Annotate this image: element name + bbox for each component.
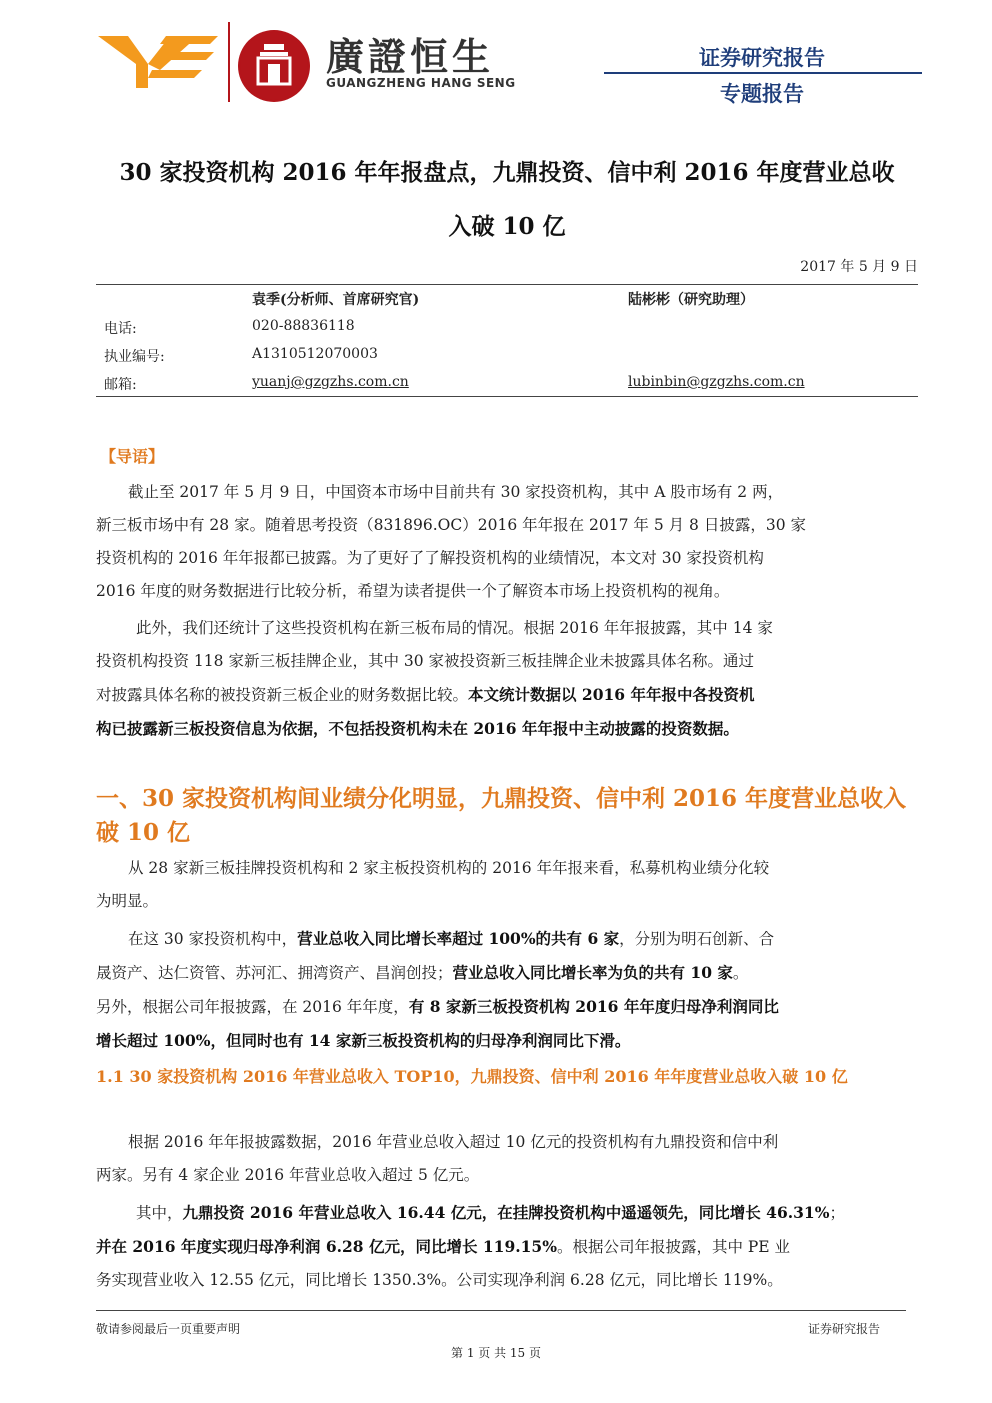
- intro-p2-line-4: 构已披露新三板投资信息为依据，不包括投资机构未在 2016 年年报中主动披露的投资数据。: [96, 719, 739, 738]
- s1-p2-line-1-tail: ，分别为明石创新、合: [619, 930, 775, 948]
- footer-disclaimer: 敬请参阅最后一页重要声明: [96, 1322, 241, 1336]
- s1-p2-line-2-text: 晟资产、达仁资管、苏河汇、拥湾资产、昌润创投；: [96, 964, 453, 982]
- analyst-table-top-rule: [96, 284, 918, 285]
- s1-p2-line-3-bold: 有 8 家新三板投资机构 2016 年年度归母净利润同比: [408, 997, 779, 1016]
- analyst-name-1: 袁季(分析师、首席研究官): [252, 292, 420, 308]
- intro-p1-line-1: 截止至 2017 年 5 月 9 日，中国资本市场中目前共有 30 家投资机构，其中 A 股市场有 2 两，: [128, 483, 784, 501]
- license-label: 执业编号:: [104, 349, 165, 365]
- section-1-1-heading: 1.1 30 家投资机构 2016 年营业总收入 TOP10，九鼎投资、信中利 2016 年年度营业总收入破 10 亿: [96, 1067, 848, 1086]
- intro-p2-line-3-bold: 本文统计数据以 2016 年年报中各投资机: [468, 685, 755, 704]
- section-1-1-paragraph-2: [96, 1196, 926, 1297]
- footer-rule: [96, 1310, 906, 1311]
- report-subtype: 专题报告: [720, 82, 804, 106]
- s1-p2-line-2-tail: 。: [732, 964, 749, 982]
- report-type: 证券研究报告: [699, 46, 825, 70]
- intro-p2-line-3: [96, 678, 926, 712]
- footer-report-label: 证券研究报告: [808, 1322, 881, 1336]
- intro-p2-line-2: 投资机构投资 118 家新三板挂牌企业，其中 30 家被投资新三板挂牌企业未披露具体名称。通过: [96, 652, 755, 670]
- s1-p2-line-1-text: 在这 30 家投资机构中，: [128, 930, 298, 948]
- intro-p2-line-1: 此外，我们还统计了这些投资机构在新三板布局的情况。根据 2016 年年报披露，其中 14 家: [136, 619, 773, 637]
- analyst-table-bottom-rule: [96, 396, 918, 397]
- title-line-1: 30 家投资机构 2016 年年报盘点，九鼎投资、信中利 2016 年度营业总收: [119, 159, 895, 186]
- license-value: A1310512070003: [252, 346, 378, 362]
- header-rule: [604, 72, 922, 74]
- phone-value: 020-88836118: [252, 318, 355, 334]
- email-label: 邮箱:: [104, 377, 137, 393]
- intro-paragraph-2: [96, 612, 926, 745]
- s1-p2-line-1-bold: 营业总收入同比增长率超过 100%的共有 6 家: [297, 929, 620, 948]
- email-link-1[interactable]: yuanj@gzgzhs.com.cn: [252, 374, 409, 390]
- s11-p2-line-3: 务实现营业收入 12.55 亿元，同比增长 1350.3%。公司实现净利润 6.28 亿元，同比增长 119%。: [96, 1271, 783, 1289]
- s11-p2-line-1-bold: 九鼎投资 2016 年营业总收入 16.44 亿元，在挂牌投资机构中遥遥领先，同比增长 46.31%: [182, 1203, 830, 1222]
- intro-p2-line-3-text: 对披露具体名称的被投资新三板企业的财务数据比较。: [96, 686, 469, 704]
- s1-p2-line-3-text: 另外，根据公司年报披露，在 2016 年年度，: [96, 998, 409, 1016]
- section-1-paragraph-2: [96, 922, 926, 1057]
- section-1-paragraph-1: [96, 852, 926, 918]
- section-1-heading: 一、30 家投资机构间业绩分化明显，九鼎投资、信中利 2016 年度营业总收入破 10 亿: [96, 785, 907, 846]
- s1-p2-line-2-bold: 营业总收入同比增长率为负的共有 10 家: [452, 963, 733, 982]
- title-line-2: 入破 10 亿: [448, 213, 566, 240]
- document-title: [92, 146, 922, 254]
- phone-label: 电话:: [104, 321, 137, 337]
- page-number: 第 1 页 共 15 页: [451, 1346, 541, 1360]
- logo-divider: [228, 22, 230, 102]
- s1-p1-line-1: 从 28 家新三板挂牌投资机构和 2 家主板投资机构的 2016 年年报来看，私募机构业绩分化较: [128, 859, 770, 877]
- lead-label: 【导语】: [100, 447, 165, 466]
- s11-p2-line-2-text: 。根据公司年报披露，其中 PE 业: [556, 1238, 791, 1256]
- analyst-name-2: 陆彬彬（研究助理）: [628, 292, 754, 308]
- s11-p2-line-1-tail: ；: [829, 1204, 845, 1222]
- intro-p1-line-4: 2016 年度的财务数据进行比较分析，希望为读者提供一个了解资本市场上投资机构的视角。: [96, 582, 730, 600]
- s11-p2-line-2-bold: 并在 2016 年度实现归母净利润 6.28 亿元，同比增长 119.15%: [96, 1237, 557, 1256]
- section-1-1-paragraph-1: [96, 1126, 926, 1192]
- intro-p1-line-3: 投资机构的 2016 年年报都已披露。为了更好了了解投资机构的业绩情况，本文对 30 家投资机构: [96, 549, 764, 567]
- brand-name-cn: 廣證恒生: [326, 35, 495, 79]
- intro-p1-line-2: 新三板市场中有 28 家。随着思考投资（831896.OC）2016 年年报在 2017 年 5 月 8 日披露，30 家: [96, 516, 806, 534]
- report-date: 2017 年 5 月 9 日: [800, 259, 918, 275]
- brand-name-en: GUANGZHENG HANG SENG: [326, 76, 516, 90]
- s11-p2-line-1-text: 其中，: [136, 1204, 183, 1222]
- s11-p1-line-2: 两家。另有 4 家企业 2016 年营业总收入超过 5 亿元。: [96, 1166, 480, 1184]
- s1-p2-line-4: 增长超过 100%，但同时也有 14 家新三板投资机构的归母净利润同比下滑。: [96, 1031, 631, 1050]
- email-link-2[interactable]: lubinbin@gzgzhs.com.cn: [628, 374, 805, 390]
- s1-p1-line-2: 为明显。: [96, 892, 159, 910]
- ye-logo-icon: [98, 30, 218, 90]
- s11-p1-line-1: 根据 2016 年年报披露数据，2016 年营业总收入超过 10 亿元的投资机构有九鼎投资和信中利: [128, 1133, 779, 1151]
- intro-paragraph-1: [96, 476, 926, 608]
- seal-logo-icon: [238, 30, 310, 102]
